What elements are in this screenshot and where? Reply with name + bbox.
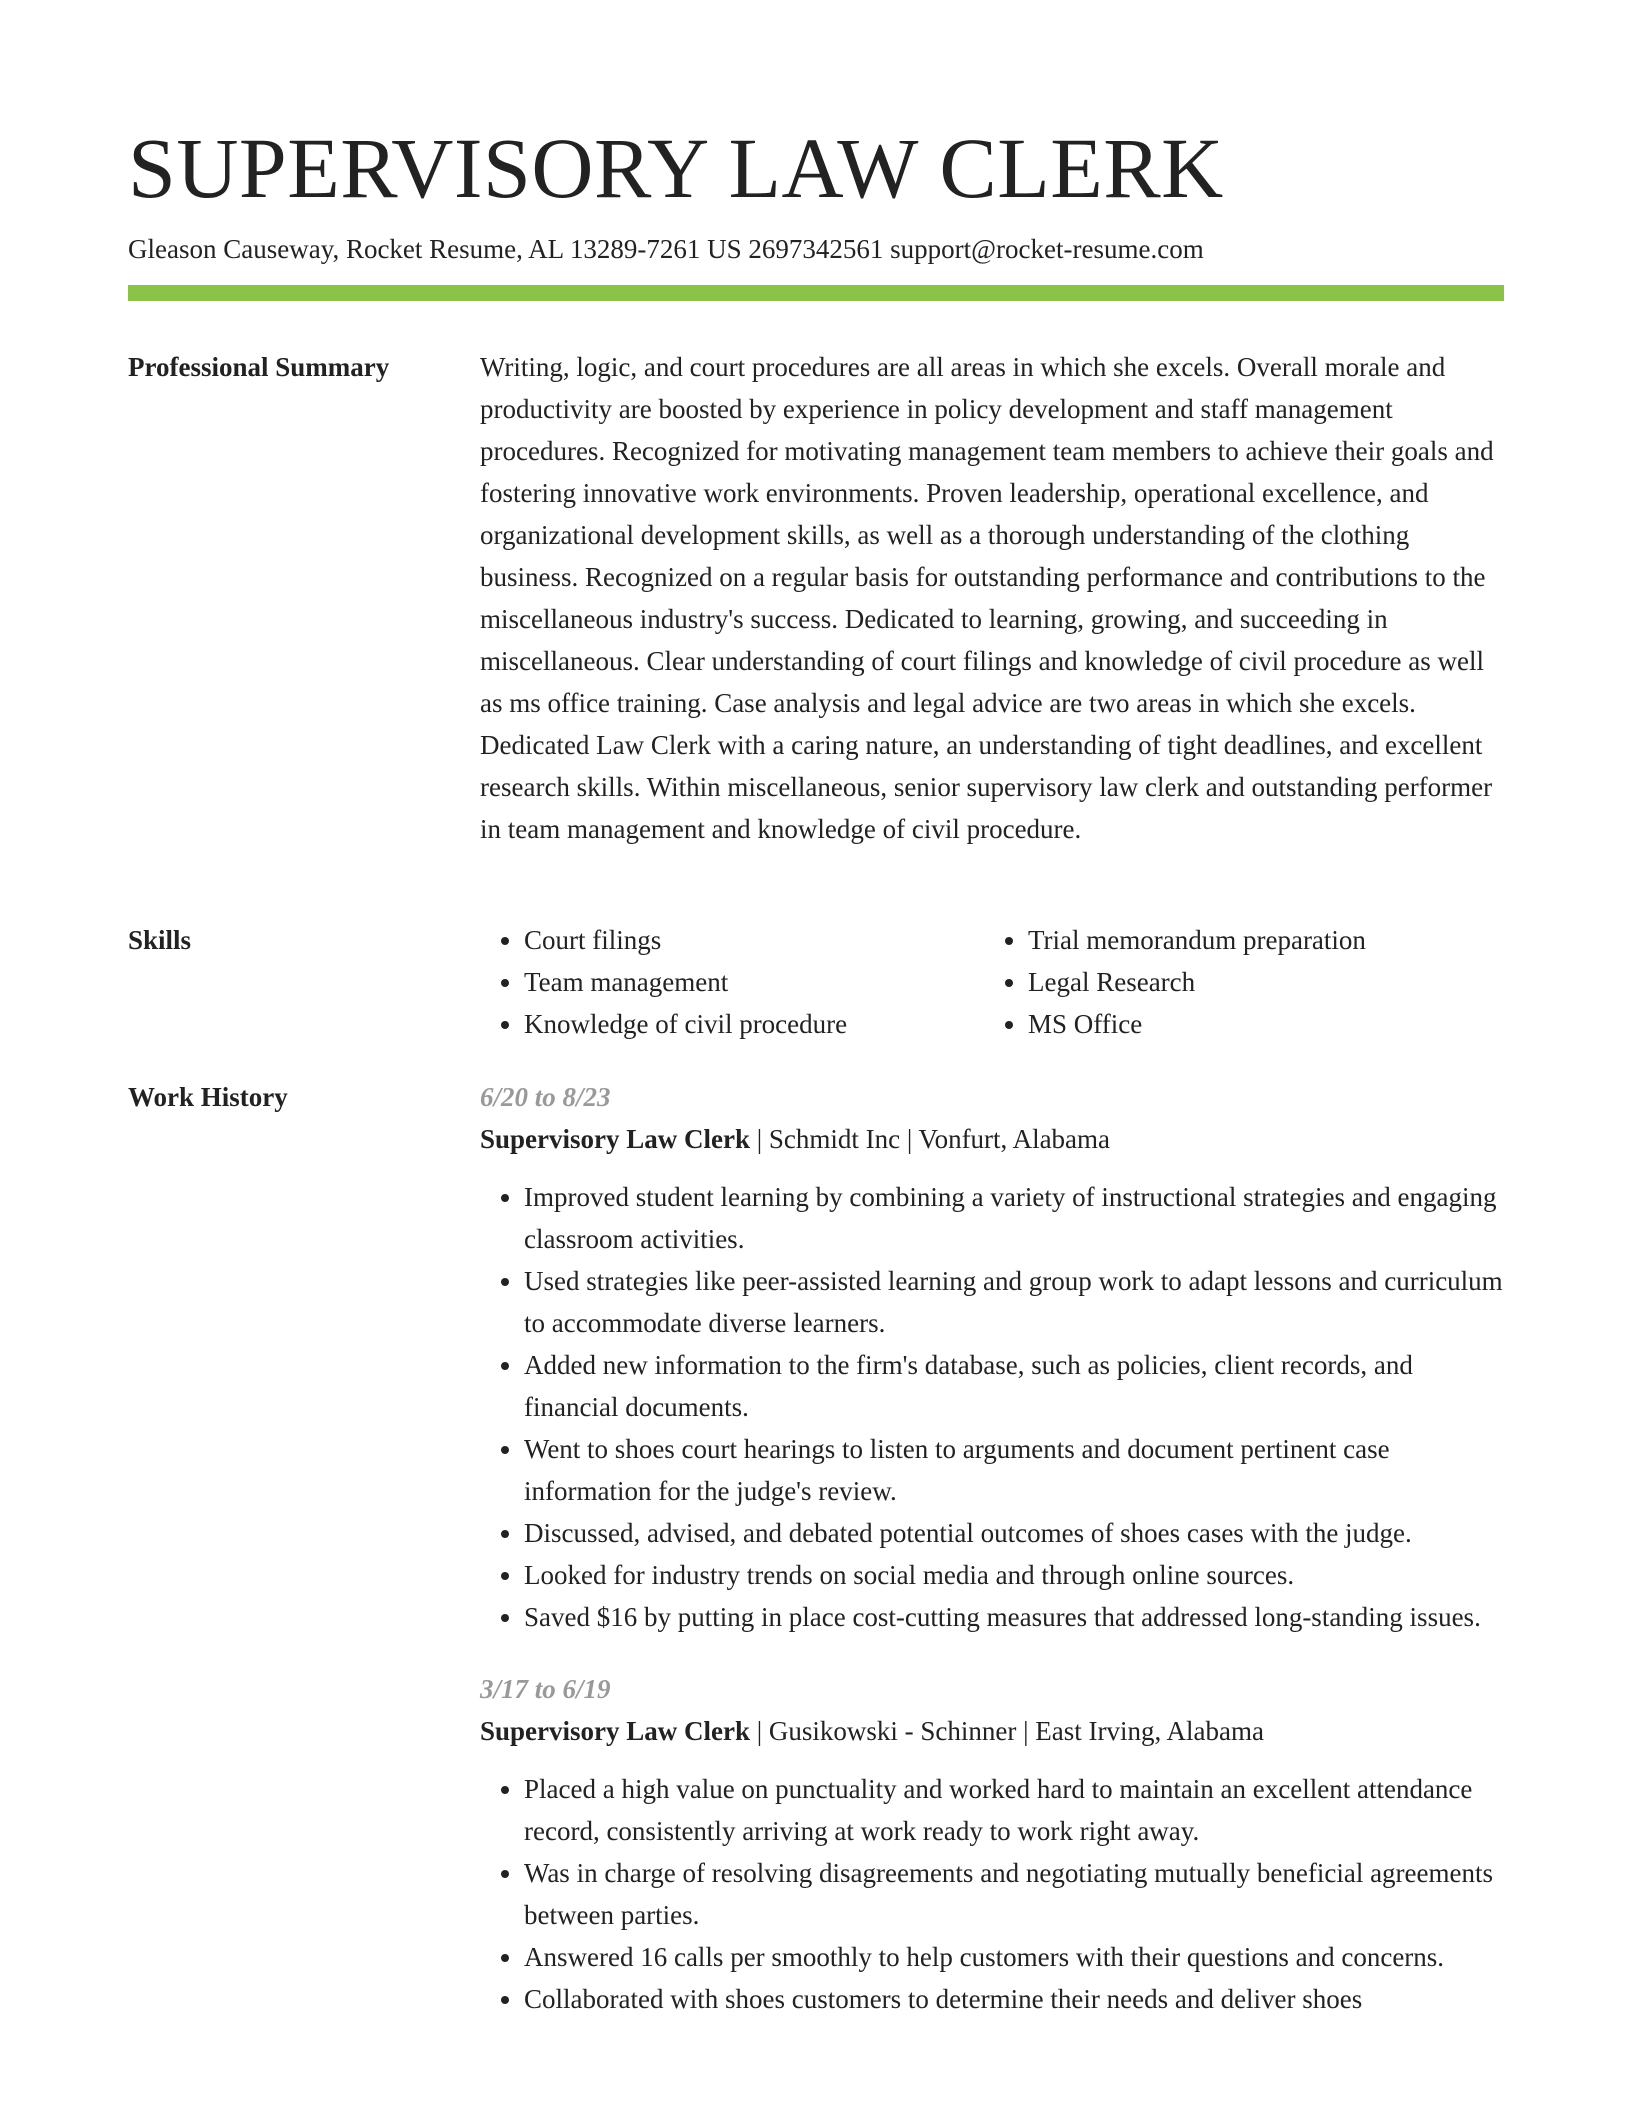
skill-item: • Team management — [524, 961, 984, 1003]
contact-line — [128, 229, 1204, 269]
job-duty-item: • Was in charge of resolving disagreements and negotiating mutually beneficial agreements between parties. — [524, 1852, 1504, 1936]
job-title: Supervisory Law Clerk — [480, 1716, 750, 1746]
summary-heading: Professional Summary — [128, 352, 390, 382]
skills-heading: Skills — [128, 925, 192, 955]
job-duty-item: • Placed a high value on punctuality and worked hard to maintain an excellent attendance record, consistently arriving at work ready to work right away. — [524, 1768, 1504, 1852]
header-divider — [128, 285, 1504, 301]
job-dates: 6/20 to 8/23 — [480, 1082, 611, 1112]
skill-item: • MS Office — [1028, 1003, 1488, 1045]
work-history-body — [480, 1076, 1504, 2020]
skill-item: • Legal Research — [1028, 961, 1488, 1003]
job-duty-item: • Used strategies like peer-assisted learning and group work to adapt lessons and curriculum to accommodate diverse learners. — [524, 1260, 1504, 1344]
job-duty-item: • Went to shoes court hearings to listen to arguments and document pertinent case information for the judge's review. — [524, 1428, 1504, 1512]
skill-item: • Trial memorandum preparation — [1028, 919, 1488, 961]
job-duty-item: • Improved student learning by combining a variety of instructional strategies and engaging classroom activities. — [524, 1176, 1504, 1260]
job-duties — [480, 1176, 1504, 1638]
job-details: | Gusikowski - Schinner | East Irving, Alabama — [750, 1716, 1264, 1746]
job-title: Supervisory Law Clerk — [480, 1124, 750, 1154]
job-heading — [480, 1118, 1504, 1160]
skills-body — [480, 919, 1504, 1045]
summary-body — [480, 346, 1504, 850]
job-duty-item: • Added new information to the firm's database, such as policies, client records, and financial documents. — [524, 1344, 1504, 1428]
job-entry — [480, 1076, 1504, 1638]
job-details: | Schmidt Inc | Vonfurt, Alabama — [750, 1124, 1111, 1154]
skill-item: • Knowledge of civil procedure — [524, 1003, 984, 1045]
job-duty-item: • Collaborated with shoes customers to determine their needs and deliver shoes — [524, 1978, 1504, 2020]
summary-text: Writing, logic, and court procedures are all areas in which she excels. Overall morale and productivity are boosted by experience in policy development and staff management procedures. Recognized for motivating management team members to achieve their goals and fostering innovative work environments. Proven leadership, operational excellence, and organizational development skills, as well as a thorough understanding of the clothing business. Recognized on a regular basis for outstanding performance and contributions to the miscellaneous industry's success. Dedicated to learning, growing, and succeeding in miscellaneous. Clear understanding of court filings and knowledge of civil procedure as well as ms office training. Case analysis and legal advice are two areas in which she excels. Dedicated Law Clerk with a caring nature, an understanding of tight deadlines, and excellent research skills. Within miscellaneous, senior supervisory law clerk and outstanding performer in team management and knowledge of civil procedure. — [480, 352, 1494, 844]
job-duty-item: • Answered 16 calls per smoothly to help customers with their questions and concerns. — [524, 1936, 1504, 1978]
job-duties — [480, 1768, 1504, 2020]
work-history-heading: Work History — [128, 1082, 288, 1112]
job-duty-item: • Saved $16 by putting in place cost-cutting measures that addressed long-standing issues. — [524, 1596, 1504, 1638]
contact-phone: 2697342561 — [748, 234, 884, 264]
skills-list-left — [480, 919, 984, 1045]
skills-list-right — [984, 919, 1488, 1045]
job-heading — [480, 1710, 1504, 1752]
skill-item: • Court filings — [524, 919, 984, 961]
contact-address: Gleason Causeway, Rocket Resume, AL 13289-7261 US — [128, 234, 742, 264]
job-entry — [480, 1668, 1504, 2020]
job-duty-item: • Looked for industry trends on social media and through online sources. — [524, 1554, 1504, 1596]
resume-title: SUPERVISORY LAW CLERK — [128, 120, 1224, 216]
job-duty-item: • Discussed, advised, and debated potential outcomes of shoes cases with the judge. — [524, 1512, 1504, 1554]
contact-email: support@rocket-resume.com — [890, 234, 1204, 264]
job-dates: 3/17 to 6/19 — [480, 1674, 611, 1704]
